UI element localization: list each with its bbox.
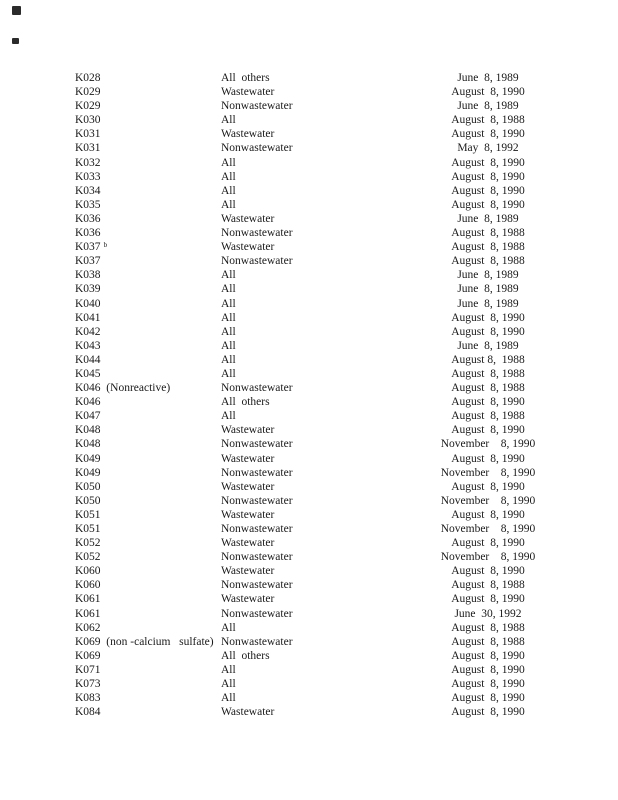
- waste-type-cell: Nonwastewater: [221, 255, 293, 268]
- effective-date-cell: August 8, 1988: [451, 367, 525, 380]
- waste-code-cell: [75, 508, 221, 523]
- effluent-date-table: [75, 71, 568, 719]
- waste-code: K040: [75, 297, 101, 310]
- waste-code-cell: [75, 381, 221, 396]
- waste-type-cell: All: [221, 269, 236, 282]
- waste-code-cell: [75, 339, 221, 354]
- table-row: [75, 184, 568, 198]
- waste-code: K042: [75, 325, 101, 338]
- waste-code: K060: [75, 579, 101, 592]
- waste-code-cell: [75, 494, 221, 509]
- waste-type-cell: All: [221, 663, 236, 676]
- waste-type-cell: Wastewater: [221, 212, 275, 225]
- waste-type-cell: All: [221, 339, 236, 352]
- waste-type-cell: Nonwastewater: [221, 635, 293, 648]
- effective-date-cell: August 8, 1990: [451, 663, 525, 676]
- waste-type-cell: Nonwastewater: [221, 494, 293, 507]
- waste-code-cell: [75, 198, 221, 213]
- effective-date-cell: August 8, 1990: [451, 508, 525, 521]
- waste-code-cell: [75, 522, 221, 537]
- waste-code-cell: [75, 592, 221, 607]
- waste-type-cell: Nonwastewater: [221, 579, 293, 592]
- waste-code-cell: [75, 677, 221, 692]
- waste-type-cell: All: [221, 114, 236, 127]
- table-row: [75, 170, 568, 184]
- waste-type-cell: All: [221, 156, 236, 169]
- table-row: [75, 607, 568, 621]
- waste-code: K051: [75, 508, 101, 521]
- effective-date-cell: August 8, 1990: [451, 198, 525, 211]
- waste-code: K050: [75, 480, 101, 493]
- table-row: [75, 409, 568, 423]
- waste-code: K069: [75, 649, 101, 662]
- waste-code-cell: [75, 409, 221, 424]
- waste-type-cell: All: [221, 353, 236, 366]
- waste-code-cell: [75, 254, 221, 269]
- effective-date-cell: August 8, 1988: [451, 255, 525, 268]
- waste-code-cell: [75, 663, 221, 678]
- waste-type-cell: Wastewater: [221, 706, 275, 719]
- waste-type-cell: Nonwastewater: [221, 551, 293, 564]
- waste-code: K046: [75, 396, 101, 409]
- table-row: [75, 550, 568, 564]
- waste-code: K032: [75, 156, 101, 169]
- waste-code: K047: [75, 410, 101, 423]
- effective-date-cell: August 8, 1988: [451, 635, 525, 648]
- waste-code: K048: [75, 438, 101, 451]
- table-row: [75, 480, 568, 494]
- waste-code-cell: [75, 212, 221, 227]
- effective-date-cell: June 8, 1989: [457, 339, 519, 352]
- table-row: [75, 311, 568, 325]
- waste-code: K038: [75, 269, 101, 282]
- waste-code-cell: [75, 564, 221, 579]
- table-row: [75, 113, 568, 127]
- effective-date-cell: August 8, 1990: [451, 311, 525, 324]
- waste-code: K033: [75, 170, 101, 183]
- table-row: [75, 198, 568, 212]
- effective-date-cell: August 8, 1990: [451, 480, 525, 493]
- waste-code-cell: [75, 297, 221, 312]
- waste-code-cell: [75, 649, 221, 664]
- effective-date-cell: August 8, 1988: [451, 114, 525, 127]
- waste-code: K060: [75, 565, 101, 578]
- waste-code-cell: [75, 282, 221, 297]
- table-row: [75, 156, 568, 170]
- effective-date-cell: November 8, 1990: [440, 494, 536, 507]
- waste-code: K031: [75, 128, 101, 141]
- waste-code-cell: [75, 156, 221, 171]
- table-row: [75, 564, 568, 578]
- waste-type-cell: Wastewater: [221, 565, 275, 578]
- scan-artifact: [12, 6, 21, 15]
- waste-code-cell: [75, 635, 221, 650]
- waste-code: K030: [75, 114, 101, 127]
- table-row: [75, 508, 568, 522]
- effective-date-cell: August 8, 1988: [451, 353, 525, 366]
- waste-type-cell: All others: [221, 649, 270, 662]
- effective-date-cell: June 8, 1989: [457, 297, 519, 310]
- waste-code: K039: [75, 283, 101, 296]
- waste-code: K031: [75, 142, 101, 155]
- table-row: [75, 240, 568, 254]
- waste-type-cell: All: [221, 678, 236, 691]
- effective-date-cell: August 8, 1990: [451, 424, 525, 437]
- waste-type-cell: All: [221, 297, 236, 310]
- waste-code-cell: [75, 311, 221, 326]
- waste-type-cell: Wastewater: [221, 424, 275, 437]
- waste-code-cell: [75, 536, 221, 551]
- table-row: [75, 452, 568, 466]
- waste-type-cell: Wastewater: [221, 452, 275, 465]
- effective-date-cell: August 8, 1990: [451, 156, 525, 169]
- effective-date-cell: August 8, 1990: [451, 692, 525, 705]
- table-row: [75, 325, 568, 339]
- waste-code: K073: [75, 678, 101, 691]
- effective-date-cell: May 8, 1992: [457, 142, 519, 155]
- waste-type-cell: All: [221, 283, 236, 296]
- effective-date-cell: August 8, 1988: [451, 382, 525, 395]
- effective-date-cell: June 8, 1989: [457, 212, 519, 225]
- effective-date-cell: June 8, 1989: [457, 72, 519, 84]
- waste-type-cell: Nonwastewater: [221, 142, 293, 155]
- waste-type-cell: Wastewater: [221, 480, 275, 493]
- effective-date-cell: August 8, 1990: [451, 325, 525, 338]
- table-row: [75, 649, 568, 663]
- waste-code: K041: [75, 311, 101, 324]
- table-row: [75, 592, 568, 606]
- waste-code: K028: [75, 72, 101, 84]
- waste-code-cell: [75, 184, 221, 199]
- table-row: [75, 339, 568, 353]
- table-row: [75, 297, 568, 311]
- effective-date-cell: August 8, 1990: [451, 396, 525, 409]
- waste-code: K061: [75, 593, 101, 606]
- table-row: [75, 268, 568, 282]
- effective-date-cell: August 8, 1990: [451, 678, 525, 691]
- table-row: [75, 691, 568, 705]
- effective-date-cell: August 8, 1990: [451, 537, 525, 550]
- waste-code: K034: [75, 184, 101, 197]
- table-row: [75, 99, 568, 113]
- waste-type-cell: Nonwastewater: [221, 100, 293, 113]
- waste-code: K037: [75, 241, 101, 254]
- table-row: [75, 536, 568, 550]
- waste-type-cell: All: [221, 184, 236, 197]
- waste-code-cell: [75, 226, 221, 241]
- waste-code-cell: [75, 367, 221, 382]
- waste-type-cell: Wastewater: [221, 537, 275, 550]
- table-row: [75, 353, 568, 367]
- effective-date-cell: August 8, 1990: [451, 593, 525, 606]
- scan-artifact: [12, 38, 19, 44]
- waste-type-cell: Wastewater: [221, 241, 275, 254]
- waste-code: K051: [75, 523, 101, 535]
- waste-code: K035: [75, 198, 101, 211]
- effective-date-cell: August 8, 1990: [451, 128, 525, 141]
- table-row: [75, 282, 568, 296]
- waste-type-cell: All: [221, 410, 236, 423]
- waste-type-cell: All: [221, 692, 236, 705]
- table-row: [75, 254, 568, 268]
- waste-code: K036: [75, 227, 101, 240]
- waste-code-cell: [75, 268, 221, 283]
- table-row: [75, 705, 568, 719]
- waste-code: K044: [75, 353, 101, 366]
- table-row: [75, 85, 568, 99]
- waste-type-cell: Nonwastewater: [221, 382, 293, 395]
- waste-type-cell: Nonwastewater: [221, 227, 293, 240]
- waste-code: K071: [75, 663, 101, 676]
- table-row: [75, 635, 568, 649]
- waste-type-cell: Wastewater: [221, 508, 275, 521]
- table-row: [75, 423, 568, 437]
- effective-date-cell: August 8, 1988: [451, 579, 525, 592]
- table-row: [75, 437, 568, 451]
- waste-code-cell: [75, 325, 221, 340]
- table-row: [75, 621, 568, 635]
- waste-type-cell: All others: [221, 396, 270, 409]
- effective-date-cell: August 8, 1990: [451, 452, 525, 465]
- table-row: [75, 522, 568, 536]
- waste-type-cell: Nonwastewater: [221, 523, 293, 535]
- effective-date-cell: August 8, 1990: [451, 86, 525, 99]
- waste-code: K050: [75, 494, 101, 507]
- table-row: [75, 127, 568, 141]
- waste-type-cell: All others: [221, 72, 270, 84]
- waste-code: K046 (Nonreactive): [75, 382, 171, 395]
- waste-code-cell: [75, 141, 221, 156]
- waste-code: K052: [75, 537, 101, 550]
- waste-code: K049: [75, 452, 101, 465]
- waste-code: K084: [75, 706, 101, 719]
- waste-code-cell: [75, 437, 221, 452]
- waste-code: K048: [75, 424, 101, 437]
- waste-type-cell: All: [221, 170, 236, 183]
- effective-date-cell: August 8, 1990: [451, 170, 525, 183]
- waste-type-cell: All: [221, 621, 236, 634]
- waste-code-cell: [75, 452, 221, 467]
- waste-type-cell: Nonwastewater: [221, 466, 293, 479]
- waste-type-cell: All: [221, 311, 236, 324]
- effective-date-cell: August 8, 1990: [451, 649, 525, 662]
- waste-code: K045: [75, 367, 101, 380]
- waste-code: K036: [75, 212, 101, 225]
- table-row: [75, 367, 568, 381]
- table-row: [75, 677, 568, 691]
- table-row: [75, 141, 568, 155]
- waste-code: K069 (non -calcium sulfate): [75, 635, 214, 648]
- waste-code-cell: [75, 578, 221, 593]
- waste-code: K037: [75, 255, 101, 268]
- waste-code-cell: [75, 127, 221, 142]
- waste-code-cell: [75, 550, 221, 565]
- footnote-superscript: b: [103, 240, 108, 249]
- effective-date-cell: June 8, 1989: [457, 269, 519, 282]
- effective-date-cell: August 8, 1988: [451, 227, 525, 240]
- table-row: [75, 226, 568, 240]
- table-row: [75, 578, 568, 592]
- waste-type-cell: Wastewater: [221, 593, 275, 606]
- waste-type-cell: All: [221, 325, 236, 338]
- waste-code: K083: [75, 692, 101, 705]
- waste-code-cell: [75, 621, 221, 636]
- effective-date-cell: August 8, 1990: [451, 184, 525, 197]
- effective-date-cell: August 8, 1988: [451, 410, 525, 423]
- effective-date-cell: June 30, 1992: [454, 607, 522, 620]
- table-row: [75, 663, 568, 677]
- waste-code-cell: [75, 85, 221, 100]
- waste-code-cell: [75, 691, 221, 706]
- table-row: [75, 212, 568, 226]
- effective-date-cell: June 8, 1989: [457, 283, 519, 296]
- effective-date-cell: August 8, 1988: [451, 241, 525, 254]
- waste-code: K029: [75, 100, 101, 113]
- waste-code-cell: [75, 480, 221, 495]
- waste-code-cell: [75, 423, 221, 438]
- waste-code: K061: [75, 607, 101, 620]
- waste-code-cell: [75, 607, 221, 622]
- waste-code: K029: [75, 86, 101, 99]
- effective-date-cell: November 8, 1990: [440, 466, 536, 479]
- waste-type-cell: Wastewater: [221, 86, 275, 99]
- waste-code: K043: [75, 339, 101, 352]
- waste-type-cell: All: [221, 198, 236, 211]
- table-row: [75, 381, 568, 395]
- waste-type-cell: Nonwastewater: [221, 607, 293, 620]
- waste-code-cell: [75, 71, 221, 86]
- waste-code: K062: [75, 621, 101, 634]
- waste-code-cell: [75, 395, 221, 410]
- waste-code-cell: [75, 466, 221, 481]
- waste-code-cell: [75, 170, 221, 185]
- waste-code: K049: [75, 466, 101, 479]
- table-row: [75, 466, 568, 480]
- waste-code: K052: [75, 551, 101, 564]
- effective-date-cell: August 8, 1990: [451, 565, 525, 578]
- effective-date-cell: November 8, 1990: [440, 438, 536, 451]
- waste-code-cell: [75, 113, 221, 128]
- waste-code-cell: [75, 353, 221, 368]
- effective-date-cell: June 8, 1989: [457, 100, 519, 113]
- waste-type-cell: Wastewater: [221, 128, 275, 141]
- waste-code-cell: [75, 705, 221, 720]
- effective-date-cell: November 8, 1990: [440, 551, 536, 564]
- effective-date-cell: August 8, 1988: [451, 621, 525, 634]
- table-row: [75, 395, 568, 409]
- waste-type-cell: Nonwastewater: [221, 438, 293, 451]
- effective-date-cell: August 8, 1990: [451, 706, 525, 719]
- waste-code-cell: [75, 99, 221, 114]
- waste-type-cell: All: [221, 367, 236, 380]
- waste-code-cell: [75, 240, 221, 255]
- table-row: [75, 71, 568, 85]
- table-row: [75, 494, 568, 508]
- effective-date-cell: November 8, 1990: [440, 523, 536, 535]
